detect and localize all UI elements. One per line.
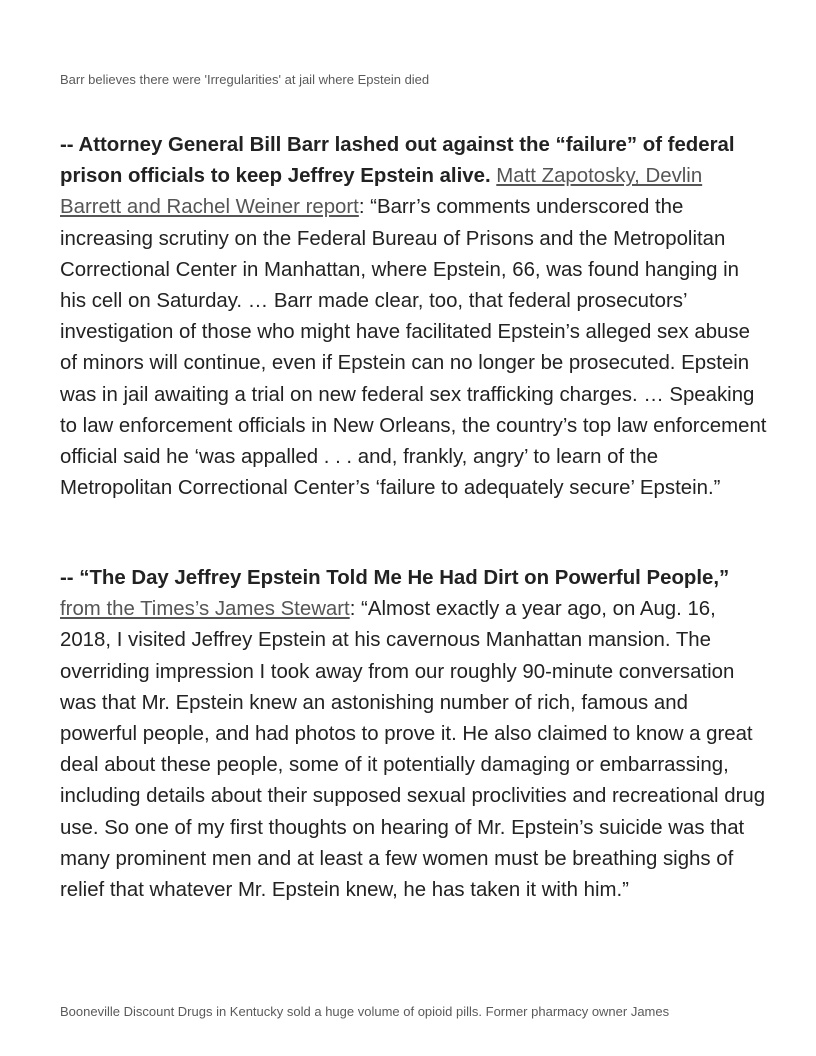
image-caption-top: Barr believes there were 'Irregularities' at jail where Epstein died	[60, 72, 430, 87]
article-paragraph-stewart	[60, 563, 768, 906]
article-paragraph-barr	[60, 130, 768, 504]
paragraph-lead: -- “The Day Jeffrey Epstein Told Me He Had Dirt on Powerful People,”	[60, 567, 730, 589]
source-link-wapo[interactable]: Matt Zapotosky, Devlin Barrett and Rachel Weiner report	[60, 165, 703, 219]
image-caption-bottom: Booneville Discount Drugs in Kentucky sold a huge volume of opioid pills. Former pharmacy owner James	[60, 1004, 670, 1019]
paragraph-lead: -- Attorney General Bill Barr lashed out against the “failure” of federal prison officials to keep Jeffrey Epstein alive.	[60, 134, 735, 188]
paragraph-body: : “Barr’s comments underscored the increasing scrutiny on the Federal Bureau of Prisons and the Metropolitan Correctional Center in Manhattan, where Epstein, 66, was found hanging in his cell on Saturday. … Barr made clear, too, that federal prosecutors’ investigation of those who might have facilitated Epstein’s alleged sex abuse of minors will continue, even if Epstein can no longer be prosecuted. Epstein was in jail awaiting a trial on new federal sex trafficking charges. … Speaking to law enforcement officials in New Orleans, the country’s top law enforcement official said he ‘was appalled . . . and, frankly, angry’ to learn of the Metropolitan Correctional Center’s ‘failure to adequately secure’ Epstein.”	[60, 196, 767, 500]
source-link-nyt[interactable]: from the Times’s James Stewart	[60, 598, 350, 621]
paragraph-body: : “Almost exactly a year ago, on Aug. 16, 2018, I visited Jeffrey Epstein at his cavernous Manhattan mansion. The overriding impression I took away from our roughly 90-minute conversation was that Mr. Epstein knew an astonishing number of rich, famous and powerful people, and had photos to prove it. He also claimed to know a great deal about these people, some of it potentially damaging or embarrassing, including details about their supposed sexual proclivities and recreational drug use. So one of my first thoughts on hearing of Mr. Epstein’s suicide was that many prominent men and at least a few women must be breathing sighs of relief that whatever Mr. Epstein knew, he has taken it with him.”	[60, 598, 766, 902]
